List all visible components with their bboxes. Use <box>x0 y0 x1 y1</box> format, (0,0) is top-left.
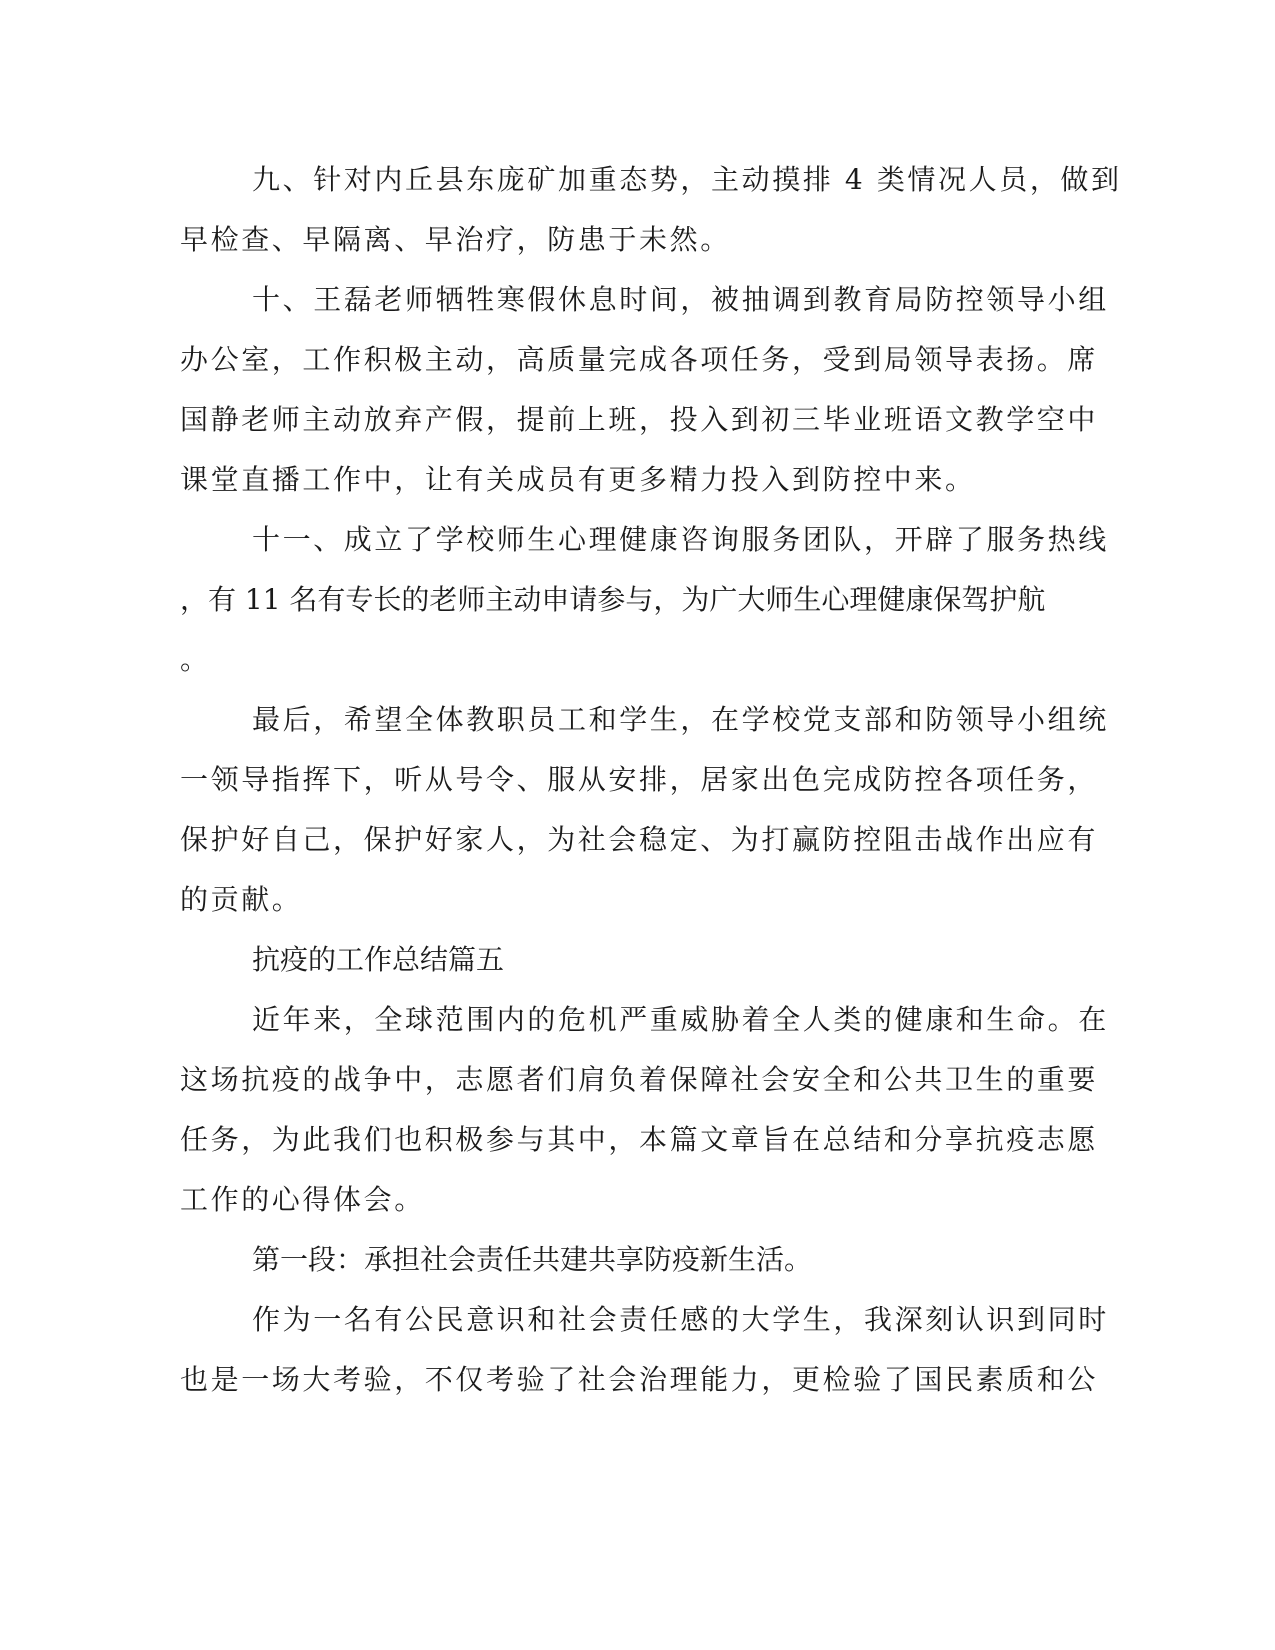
paragraph-11-line-1: 十一、成立了学校师生心理健康咨询服务团队，开辟了服务热线 <box>252 523 1109 556</box>
paragraph-10-line-3: 国静老师主动放弃产假，提前上班，投入到初三毕业班语文教学空中 <box>180 403 1099 436</box>
paragraph-10-line-4: 课堂直播工作中，让有关成员有更多精力投入到防控中来。 <box>180 463 976 496</box>
first-section-title: 第一段：承担社会责任共建共享防疫新生活。 <box>252 1243 813 1276</box>
paragraph-9-line-1: 九、针对内丘县东庞矿加重态势，主动摸排 4 类情况人员，做到 <box>252 163 1122 196</box>
closing-paragraph-line-3: 保护好自己，保护好家人，为社会稳定、为打赢防控阻击战作出应有 <box>180 823 1099 856</box>
intro-paragraph-line-1: 近年来，全球范围内的危机严重威胁着全人类的健康和生命。在 <box>252 1003 1109 1036</box>
body-paragraph-line-1: 作为一名有公民意识和社会责任感的大学生，我深刻认识到同时 <box>252 1303 1109 1336</box>
intro-paragraph-line-4: 工作的心得体会。 <box>180 1183 425 1216</box>
paragraph-11-line-2: ，有 11 名有专长的老师主动申请参与，为广大师生心理健康保驾护航 <box>180 583 1046 616</box>
paragraph-9-line-2: 早检查、早隔离、早治疗，防患于未然。 <box>180 223 731 256</box>
closing-paragraph-line-1: 最后，希望全体教职员工和学生，在学校党支部和防领导小组统 <box>252 703 1109 736</box>
paragraph-11-line-3: 。 <box>180 643 211 676</box>
intro-paragraph-line-3: 任务，为此我们也积极参与其中，本篇文章旨在总结和分享抗疫志愿 <box>180 1123 1099 1156</box>
section-heading: 抗疫的工作总结篇五 <box>252 943 505 976</box>
intro-paragraph-line-2: 这场抗疫的战争中，志愿者们肩负着保障社会安全和公共卫生的重要 <box>180 1063 1099 1096</box>
paragraph-10-line-2: 办公室，工作积极主动，高质量完成各项任务，受到局领导表扬。席 <box>180 343 1099 376</box>
body-paragraph-line-2: 也是一场大考验，不仅考验了社会治理能力，更检验了国民素质和公 <box>180 1363 1099 1396</box>
paragraph-10-line-1: 十、王磊老师牺牲寒假休息时间，被抽调到教育局防控领导小组 <box>252 283 1109 316</box>
closing-paragraph-line-4: 的贡献。 <box>180 883 303 916</box>
closing-paragraph-line-2: 一领导指挥下，听从号令、服从安排，居家出色完成防控各项任务， <box>180 763 1099 796</box>
document-body <box>180 150 1122 1410</box>
